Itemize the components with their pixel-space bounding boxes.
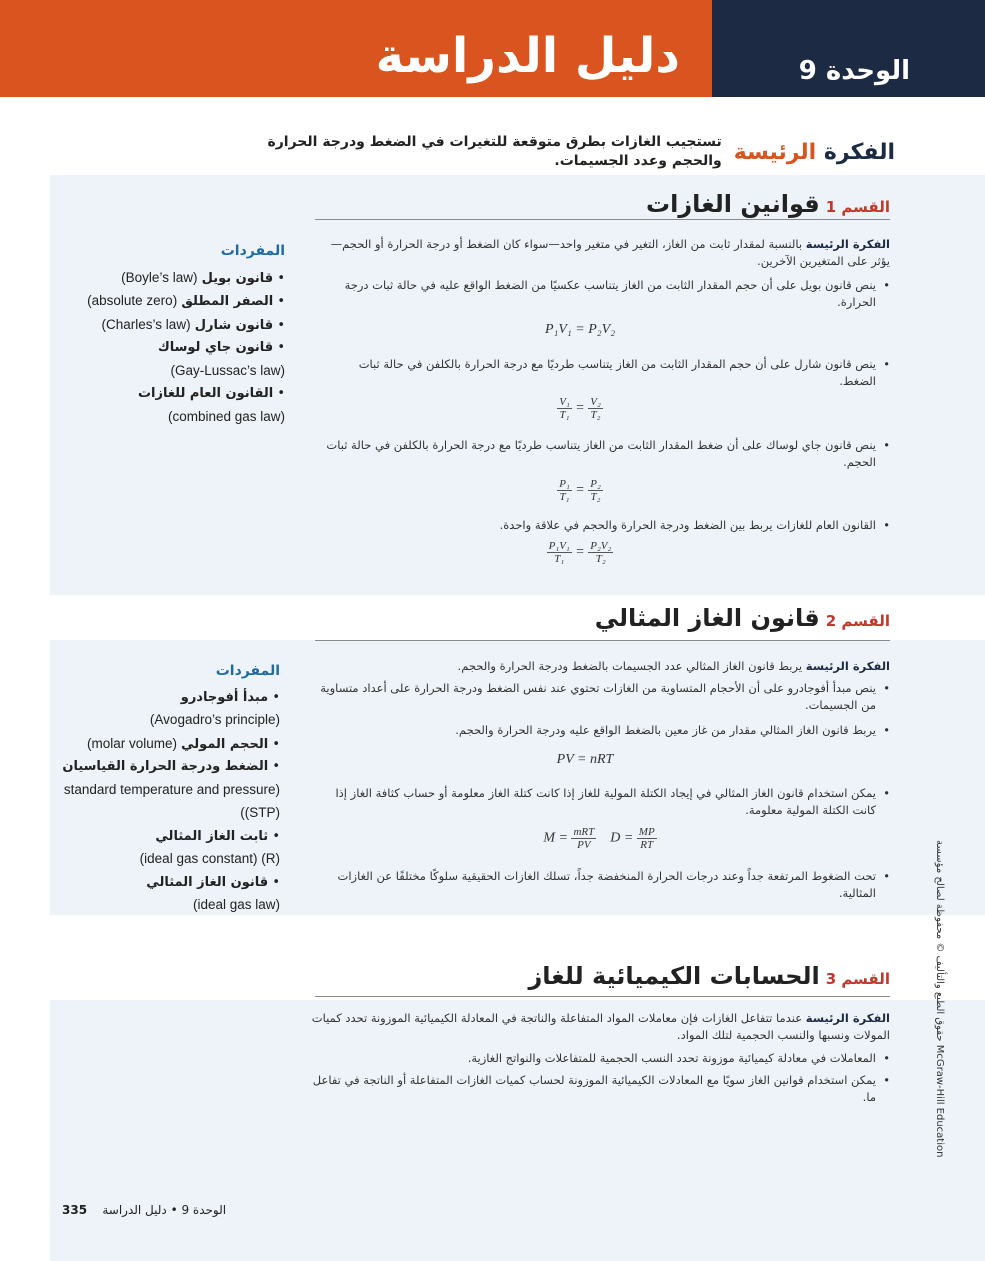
equation-boyle: P₁V₁ = P₂V₂ xyxy=(544,322,616,337)
vocab-item: • قانون بويل (Boyle’s law) xyxy=(121,269,285,286)
equation-ideal-gas: PV = nRT xyxy=(556,752,614,767)
section2-bullet-3: • يمكن استخدام قانون الغاز المثالي في إيجاد الكتلة المولية للغاز إذا كانت كتلة الغاز معلومة أو حساب كثافة الغاز إذا كانت الكتلة المولية معلومة. xyxy=(320,785,890,819)
vocab-item: • قانون الغاز المثالي (ideal gas law) xyxy=(146,874,280,912)
section1-vocab: المفردات • قانون بويل (Boyle’s law) • الصفر المطلق (absolute zero) • قانون شارل (Charles’s law) • قانون جاي لوساك (Gay-Lussac’s law) • القانون العام للغازات (combined gas law) xyxy=(40,240,285,429)
section1-bullet-1: • ينص قانون بويل على أن حجم المقدار الثابت من الغاز يتناسب عكسيًا من الضغط الواقع عليه في حالة ثبات درجة الحرارة. xyxy=(320,277,890,311)
section2-main-idea: الفكرة الرئيسة يربط قانون الغاز المثالي عدد الجسيمات بالضغط ودرجة الحرارة والحجم. xyxy=(457,659,890,673)
big-idea-line1: تستجيب الغازات بطرق متوقعة للتغيرات في الضغط ودرجة الحرارة xyxy=(267,134,722,150)
page-title: دليل الدراسة xyxy=(375,28,680,84)
section3-bullet-2: • يمكن استخدام قوانين الغاز سويًا مع المعادلات الكيميائية الموزونة لحساب كميات الغازات المتفاعلة أو الناتجة في تفاعل ما. xyxy=(310,1072,890,1106)
section2-title: القسم 2قانون الغاز المثالي xyxy=(594,604,890,632)
section1-bullet-3: • ينص قانون جاي لوساك على أن ضغط المقدار الثابت من الغاز يتناسب طرديًا مع درجة الحرارة بالكلفن في حالة ثبات الحجم. xyxy=(320,437,890,471)
big-idea-label: الفكرة الرئيسة xyxy=(733,140,895,165)
section1-bullet-4: • القانون العام للغازات يربط بين الضغط ودرجة الحرارة والحجم في علاقة واحدة. xyxy=(320,517,890,534)
page-footer xyxy=(62,1203,226,1217)
section1-title: القسم 1قوانين الغازات xyxy=(646,190,890,218)
equation-combined: $\frac{\text{P₁V₁}}{\text{T₁}}$ = $\frac{\text{P₂V₂}}{\text{T₂}}$ xyxy=(548,540,612,565)
vocab-item: • الحجم المولي (molar volume) xyxy=(86,735,280,752)
equation-molar-density: M = $\frac{\text{mRT}}{PV}$ D = $\frac{MP}{RT}$ xyxy=(543,826,655,851)
section2-vocab: المفردات • مبدأ أفوجادرو (Avogadro’s principle) • الحجم المولي (molar volume) • الضغط ودرجة الحرارة القياسيان (standard temperature and pressure (STP)) • ثابت الغاز المثالي (R) (ideal gas constant) • قانون الغاز المثالي (ideal gas law) xyxy=(30,660,280,918)
unit-label: الوحدة 9 xyxy=(798,56,910,86)
big-idea xyxy=(190,133,895,173)
section3-title: القسم 3الحسابات الكيميائية للغاز xyxy=(528,962,890,990)
section1-rule xyxy=(315,219,890,220)
section1-bullet-2: • ينص قانون شارل على أن حجم المقدار الثابت من الغاز يتناسب طرديًا مع درجة الحرارة بالكلفن في حالة ثبات الضغط. xyxy=(320,356,890,390)
section2-bullet-4: • تحت الضغوط المرتفعة جداً وعند درجات الحرارة المنخفضة جداً، تسلك الغازات الحقيقية سلوكًا مختلفًا عن الغازات المثالية. xyxy=(320,868,890,902)
footer-text: الوحدة 9 • دليل الدراسة xyxy=(102,1203,227,1217)
equation-gay-lussac: $\frac{\text{P₁}}{\text{T₁}}$ = $\frac{\text{P₂}}{\text{T₂}}$ xyxy=(559,478,601,503)
vocab-item: • ثابت الغاز المثالي (R) (ideal gas constant) xyxy=(139,828,280,866)
page-number: 335 xyxy=(62,1203,88,1217)
section3-rule xyxy=(315,996,890,997)
vocab-item: • القانون العام للغازات (combined gas law) xyxy=(137,386,285,424)
section2-bullet-2: • يربط قانون الغاز المثالي مقدار من غاز معين بالضغط الواقع عليه ودرجة الحرارة والحجم. xyxy=(320,722,890,739)
section1-main-idea: الفكرة الرئيسة بالنسبة لمقدار ثابت من الغاز، التغير في متغير واحد—سواء كان الضغط أو درجة الحرارة أو الحجم—يؤثر على المتغيرين الآخرين. xyxy=(330,237,890,268)
vocab-item: • الصفر المطلق (absolute zero) xyxy=(87,293,285,309)
section2-bullet-1: • ينص مبدأ أفوجادرو على أن الأحجام المتساوية من الغازات تحتوي عند نفس الضغط ودرجة الحرارة على أعداد متساوية من الجسيمات. xyxy=(320,680,890,714)
section3-main-idea: الفكرة الرئيسة عندما تتفاعل الغازات فإن معاملات المواد المتفاعلة والناتجة في المعادلة الكيميائية الموزونة تحدد كميات المولات ونسبها والنسب الحجمية لتلك المواد. xyxy=(311,1011,890,1042)
big-idea-line2: والحجم وعدد الجسيمات. xyxy=(554,153,722,169)
vocab-item: • مبدأ أفوجادرو (Avogadro’s principle) xyxy=(149,689,280,727)
section2-rule xyxy=(315,640,890,641)
vocab-item: • الضغط ودرجة الحرارة القياسيان (standard temperature and pressure (STP)) xyxy=(62,759,280,820)
section3-bullet-1: • المعاملات في معادلة كيميائية موزونة تحدد النسب الحجمية للمتفاعلات والنواتج الغازية. xyxy=(310,1050,890,1067)
equation-charles: $\frac{\text{V₁}}{\text{T₁}}$ = $\frac{\text{V₂}}{\text{T₂}}$ xyxy=(559,396,601,421)
copyright-note: حقوق الطبع والتأليف © محفوظة لصالح مؤسسة McGraw-Hill Education xyxy=(934,840,945,1158)
vocab-item: • قانون شارل (Charles’s law) xyxy=(101,316,285,333)
vocab-item: • قانون جاي لوساك (Gay-Lussac’s law) xyxy=(157,340,285,378)
